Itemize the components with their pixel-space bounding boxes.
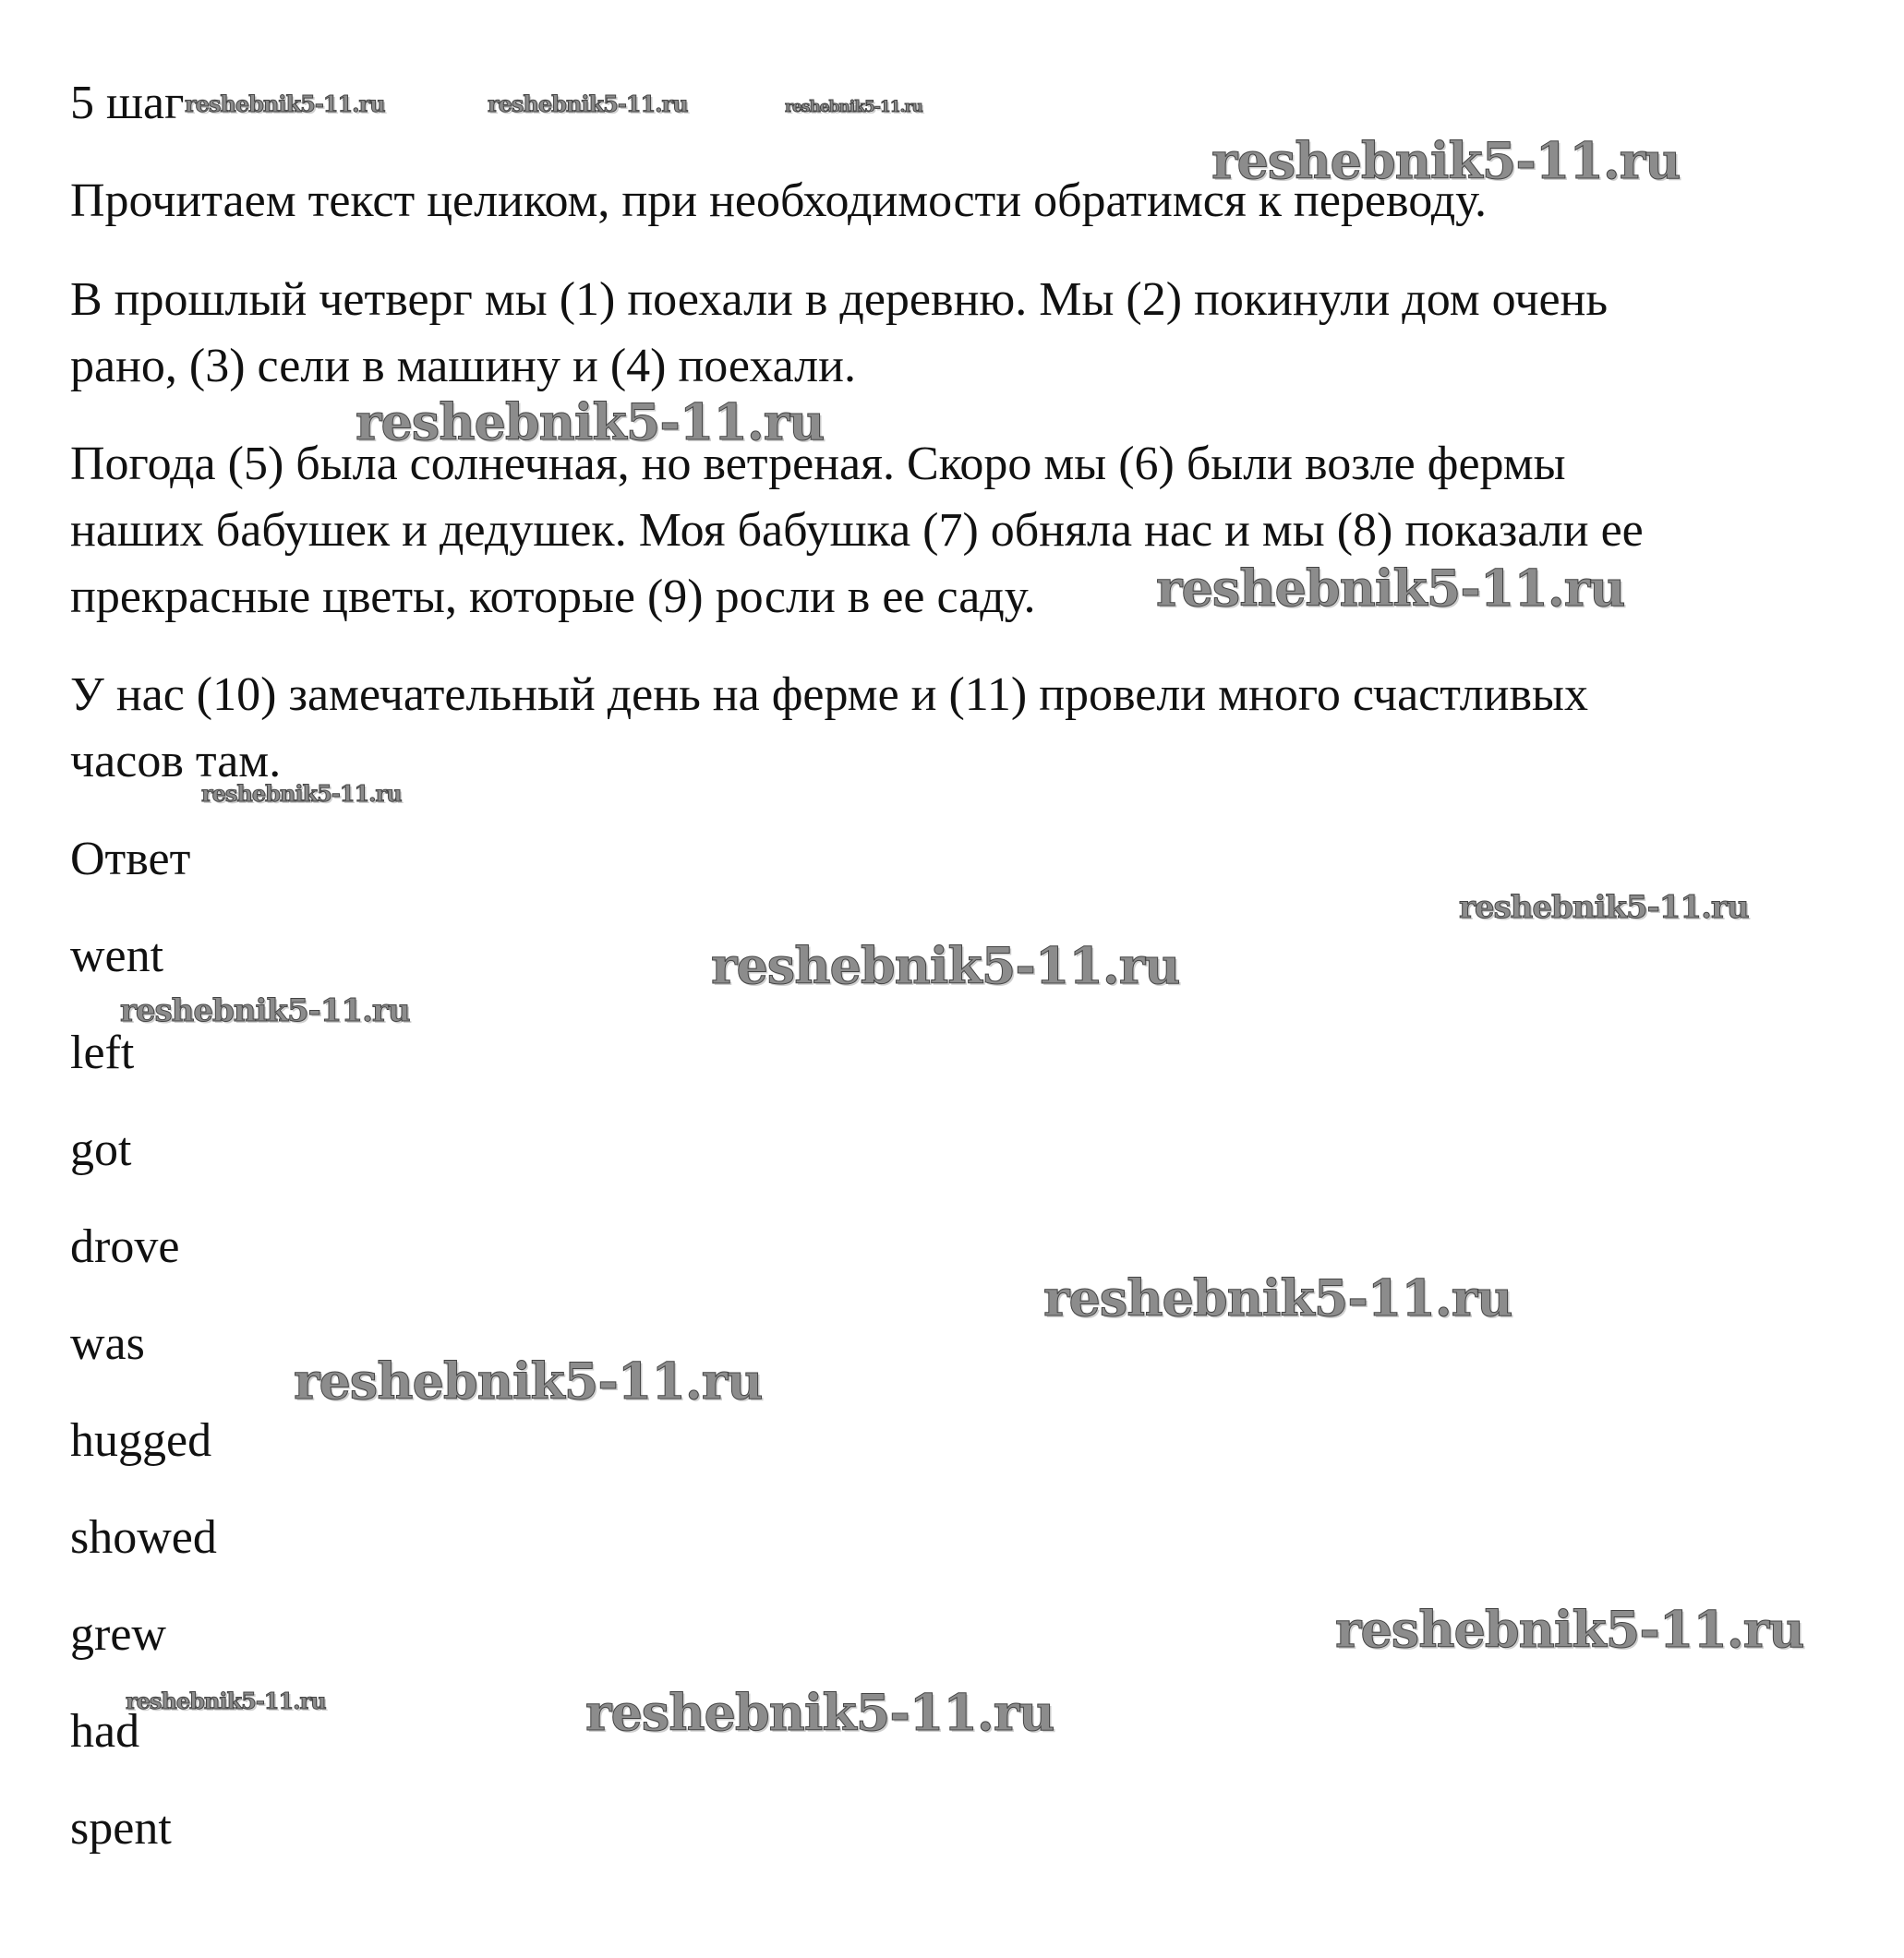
- answer-2: left: [70, 1027, 135, 1079]
- watermark: reshebnik5-11.ru: [294, 1351, 763, 1411]
- paragraph-1-line-2: рано, (3) сели в машину и (4) поехали.: [70, 340, 856, 392]
- answer-7: showed: [70, 1511, 217, 1564]
- watermark: reshebnik5-11.ru: [126, 1688, 326, 1714]
- paragraph-3-line-1: У нас (10) замечательный день на ферме и (11) провели много счастливых: [70, 668, 1588, 721]
- watermark: reshebnik5-11.ru: [1335, 1600, 1804, 1659]
- watermark: reshebnik5-11.ru: [185, 90, 385, 117]
- paragraph-3-line-2: часов там.: [70, 735, 282, 787]
- paragraph-1-line-1: В прошлый четверг мы (1) поехали в деревню. Мы (2) покинули дом очень: [70, 273, 1609, 326]
- watermark: reshebnik5-11.ru: [1156, 559, 1625, 618]
- watermark: reshebnik5-11.ru: [355, 392, 825, 451]
- watermark: reshebnik5-11.ru: [585, 1683, 1054, 1742]
- answer-4: drove: [70, 1220, 180, 1273]
- answer-6: hugged: [70, 1414, 212, 1467]
- answer-label: Ответ: [70, 833, 191, 885]
- answer-3: got: [70, 1123, 132, 1176]
- step-heading: 5 шаг: [70, 77, 185, 129]
- answer-5: was: [70, 1317, 145, 1370]
- watermark: reshebnik5-11.ru: [488, 90, 688, 117]
- watermark: reshebnik5-11.ru: [1211, 131, 1681, 190]
- intro-text: Прочитаем текст целиком, при необходимости обратимся к переводу.: [70, 174, 1487, 227]
- watermark: reshebnik5-11.ru: [120, 992, 410, 1029]
- answer-10: spent: [70, 1802, 172, 1855]
- paragraph-2-line-3: прекрасные цветы, которые (9) росли в ее саду.: [70, 571, 1036, 623]
- answer-9: had: [70, 1705, 140, 1758]
- watermark: reshebnik5-11.ru: [1459, 889, 1749, 926]
- paragraph-2-line-2: наших бабушек и дедушек. Моя бабушка (7) обняла нас и мы (8) показали ее: [70, 504, 1644, 557]
- paragraph-2-line-1: Погода (5) была солнечная, но ветреная. Скоро мы (6) были возле фермы: [70, 438, 1566, 490]
- watermark: reshebnik5-11.ru: [201, 780, 402, 807]
- watermark: reshebnik5-11.ru: [1043, 1268, 1512, 1327]
- answer-8: grew: [70, 1608, 166, 1661]
- answer-1: went: [70, 930, 164, 982]
- watermark: reshebnik5-11.ru: [785, 98, 922, 116]
- watermark: reshebnik5-11.ru: [711, 936, 1180, 995]
